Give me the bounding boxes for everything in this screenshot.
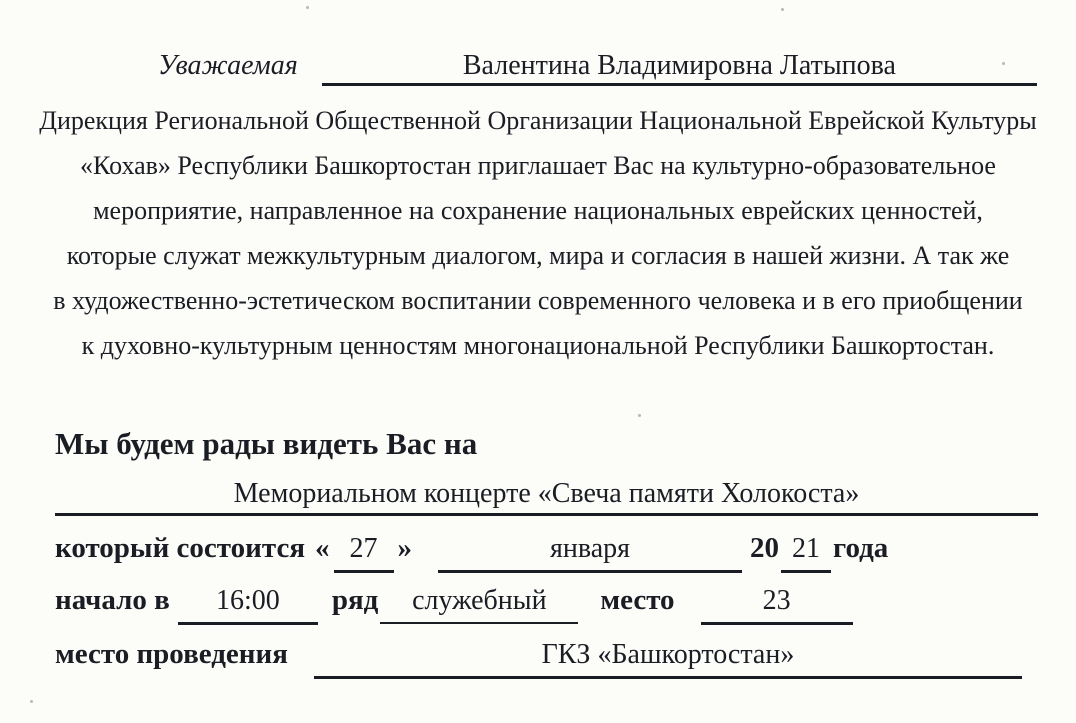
scan-speck xyxy=(1002,62,1005,65)
recipient-name-field: Валентина Владимировна Латыпова xyxy=(322,50,1037,86)
event-name-field: Мемориальном концерте «Свеча памяти Холокоста» xyxy=(55,478,1038,516)
open-quote: « xyxy=(315,532,330,564)
body-line: мероприятие, направленное на сохранение национальных еврейских ценностей, xyxy=(93,196,983,225)
event-year-field: 21 xyxy=(781,529,831,573)
body-line: в художественно-эстетическом воспитании современного человека и в его приобщении xyxy=(53,286,1023,315)
salutation-row xyxy=(158,0,1037,86)
scan-speck xyxy=(30,700,33,703)
scan-speck xyxy=(306,6,309,9)
year-century: 20 xyxy=(750,532,780,564)
time-row xyxy=(55,580,1076,625)
body-line: к духовно-культурным ценностям многонациональной Республики Башкортостан. xyxy=(81,331,995,360)
venue-label: место проведения xyxy=(55,638,288,670)
seat-number-field: 23 xyxy=(701,581,853,625)
scan-speck xyxy=(638,414,641,417)
year-suffix: года xyxy=(833,532,889,564)
event-day-field: 27 xyxy=(334,529,394,573)
seat-label: место xyxy=(600,584,675,616)
seat-row-field: служебный xyxy=(380,581,578,624)
body-line: которые служат межкультурным диалогом, мира и согласия в нашей жизни. А так же xyxy=(66,241,1010,270)
venue-row xyxy=(55,634,1022,679)
invitation-lead: Мы будем рады видеть Вас на xyxy=(55,426,478,461)
salutation-greeting: Уважаемая xyxy=(158,50,298,81)
scan-speck xyxy=(781,8,784,11)
date-label: который состоится xyxy=(55,532,306,564)
close-quote: » xyxy=(397,532,413,564)
body-line: Дирекция Региональной Общественной Организации Национальной Еврейской Культуры xyxy=(39,106,1037,135)
row-label: ряд xyxy=(331,584,379,616)
venue-field: ГКЗ «Башкортостан» xyxy=(314,635,1022,679)
event-month-field: января xyxy=(438,529,742,573)
event-time-field: 16:00 xyxy=(178,581,318,625)
body-line: «Кохав» Республики Башкортостан приглашает Вас на культурно-образовательное xyxy=(80,151,996,180)
invitation-body-paragraph xyxy=(0,98,1076,368)
time-label: начало в xyxy=(55,584,170,616)
date-row xyxy=(55,528,1076,573)
